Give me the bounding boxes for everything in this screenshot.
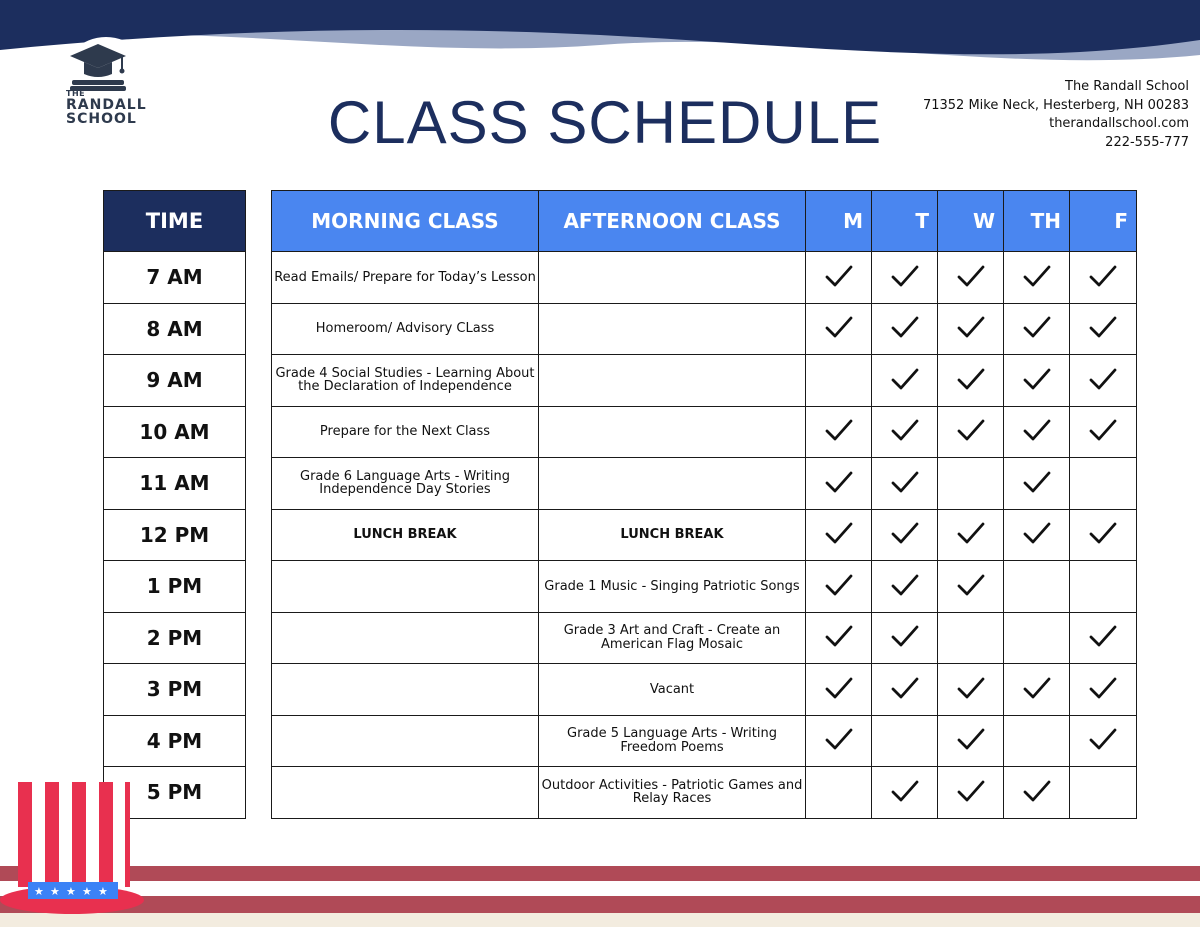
checkmark-icon [890, 792, 920, 807]
patriotic-hat-icon [0, 782, 150, 927]
checkmark-icon [890, 586, 920, 601]
time-header: TIME [104, 191, 246, 252]
checkmark-icon [890, 431, 920, 446]
schedule-row [272, 561, 1137, 613]
day-header-f: F [1070, 191, 1137, 252]
time-row [104, 458, 246, 510]
afternoon-class-cell [539, 303, 806, 355]
checkmark-icon [1022, 431, 1052, 446]
checkmark-icon [824, 483, 854, 498]
time-cell: 3 PM [104, 664, 246, 716]
day-cell-f [1070, 252, 1137, 304]
page-title: CLASS SCHEDULE [327, 89, 883, 156]
checkmark-icon [1088, 740, 1118, 755]
afternoon-class-cell [539, 355, 806, 407]
afternoon-class-cell: Grade 1 Music - Singing Patriotic Songs [539, 561, 806, 613]
afternoon-class-cell [539, 458, 806, 510]
day-cell-w [938, 561, 1004, 613]
checkmark-icon [1088, 277, 1118, 292]
day-cell-t [872, 561, 938, 613]
day-header-m: M [806, 191, 872, 252]
morning-class-cell: Read Emails/ Prepare for Today’s Lesson [272, 252, 539, 304]
day-cell-t [872, 509, 938, 561]
logo-line-1: RANDALL [66, 97, 147, 113]
day-cell-th [1004, 715, 1070, 767]
time-cell: 2 PM [104, 612, 246, 664]
day-cell-f [1070, 561, 1137, 613]
day-cell-f [1070, 715, 1137, 767]
day-cell-th [1004, 406, 1070, 458]
morning-class-cell [272, 767, 539, 819]
checkmark-icon [1022, 792, 1052, 807]
day-header-t: T [872, 191, 938, 252]
time-row [104, 509, 246, 561]
day-cell-f [1070, 664, 1137, 716]
day-cell-f [1070, 303, 1137, 355]
svg-text:★: ★ [98, 885, 108, 898]
time-cell: 8 AM [104, 303, 246, 355]
checkmark-icon [824, 740, 854, 755]
time-row [104, 715, 246, 767]
checkmark-icon [956, 431, 986, 446]
day-cell-t [872, 664, 938, 716]
day-cell-th [1004, 303, 1070, 355]
checkmark-icon [1022, 689, 1052, 704]
time-cell: 1 PM [104, 561, 246, 613]
schedule-row [272, 252, 1137, 304]
day-cell-th [1004, 458, 1070, 510]
checkmark-icon [890, 637, 920, 652]
contact-address: 71352 Mike Neck, Hesterberg, NH 00283 [922, 97, 1189, 113]
day-cell-f [1070, 612, 1137, 664]
flag-stripes [0, 866, 1200, 927]
day-cell-m [806, 355, 872, 407]
checkmark-icon [824, 689, 854, 704]
time-cell: 10 AM [104, 406, 246, 458]
day-cell-w [938, 612, 1004, 664]
day-cell-m [806, 612, 872, 664]
day-cell-w [938, 664, 1004, 716]
day-cell-w [938, 509, 1004, 561]
checkmark-icon [1088, 534, 1118, 549]
day-cell-t [872, 406, 938, 458]
day-cell-th [1004, 355, 1070, 407]
school-logo-icon [60, 28, 152, 148]
day-cell-m [806, 767, 872, 819]
time-cell: 11 AM [104, 458, 246, 510]
checkmark-icon [1088, 637, 1118, 652]
day-cell-m [806, 406, 872, 458]
contact-website[interactable]: therandallschool.com [1049, 116, 1189, 132]
day-cell-t [872, 355, 938, 407]
schedule-row [272, 664, 1137, 716]
checkmark-icon [1022, 534, 1052, 549]
day-header-w: W [938, 191, 1004, 252]
day-cell-m [806, 458, 872, 510]
schedule-row [272, 767, 1137, 819]
day-cell-t [872, 612, 938, 664]
checkmark-icon [824, 534, 854, 549]
time-cell: 5 PM [104, 767, 246, 819]
svg-text:★: ★ [34, 885, 44, 898]
day-cell-t [872, 458, 938, 510]
contact-phone: 222-555-777 [1105, 135, 1189, 151]
checkmark-icon [1022, 328, 1052, 343]
morning-class-cell: Grade 6 Language Arts - Writing Independence Day Stories [272, 458, 539, 510]
day-cell-m [806, 303, 872, 355]
day-cell-w [938, 355, 1004, 407]
day-cell-w [938, 303, 1004, 355]
morning-class-cell [272, 715, 539, 767]
day-cell-th [1004, 664, 1070, 716]
morning-class-cell: LUNCH BREAK [272, 509, 539, 561]
logo-the: THE [66, 89, 86, 98]
checkmark-icon [824, 586, 854, 601]
day-cell-t [872, 252, 938, 304]
checkmark-icon [1022, 380, 1052, 395]
time-row [104, 612, 246, 664]
morning-class-header: MORNING CLASS [272, 191, 539, 252]
day-cell-th [1004, 612, 1070, 664]
time-cell: 12 PM [104, 509, 246, 561]
day-cell-t [872, 767, 938, 819]
time-row [104, 561, 246, 613]
day-cell-f [1070, 509, 1137, 561]
checkmark-icon [1022, 277, 1052, 292]
schedule-row [272, 406, 1137, 458]
afternoon-class-cell: Vacant [539, 664, 806, 716]
checkmark-icon [956, 380, 986, 395]
checkmark-icon [824, 431, 854, 446]
day-cell-m [806, 561, 872, 613]
checkmark-icon [1088, 431, 1118, 446]
time-row [104, 303, 246, 355]
logo-line-2: SCHOOL [66, 111, 137, 127]
day-cell-w [938, 252, 1004, 304]
afternoon-class-cell: Grade 5 Language Arts - Writing Freedom Poems [539, 715, 806, 767]
checkmark-icon [890, 534, 920, 549]
checkmark-icon [824, 637, 854, 652]
afternoon-class-header: AFTERNOON CLASS [539, 191, 806, 252]
morning-class-cell: Homeroom/ Advisory CLass [272, 303, 539, 355]
svg-text:★: ★ [66, 885, 76, 898]
day-cell-m [806, 509, 872, 561]
checkmark-icon [956, 792, 986, 807]
checkmark-icon [956, 277, 986, 292]
checkmark-icon [890, 380, 920, 395]
svg-text:★: ★ [50, 885, 60, 898]
day-cell-th [1004, 509, 1070, 561]
contact-name: The Randall School [1065, 79, 1189, 94]
morning-class-cell [272, 612, 539, 664]
afternoon-class-cell [539, 252, 806, 304]
schedule-table [271, 190, 1137, 819]
checkmark-icon [1088, 380, 1118, 395]
time-row [104, 406, 246, 458]
time-row [104, 664, 246, 716]
checkmark-icon [1088, 689, 1118, 704]
day-cell-f [1070, 458, 1137, 510]
morning-class-cell: Grade 4 Social Studies - Learning About the Declaration of Independence [272, 355, 539, 407]
checkmark-icon [890, 277, 920, 292]
time-table [103, 190, 246, 819]
schedule-row [272, 715, 1137, 767]
day-cell-f [1070, 355, 1137, 407]
time-cell: 9 AM [104, 355, 246, 407]
checkmark-icon [956, 534, 986, 549]
day-cell-th [1004, 561, 1070, 613]
time-row [104, 355, 246, 407]
schedule-row [272, 303, 1137, 355]
checkmark-icon [890, 483, 920, 498]
checkmark-icon [824, 328, 854, 343]
afternoon-class-cell [539, 406, 806, 458]
day-cell-th [1004, 767, 1070, 819]
checkmark-icon [890, 689, 920, 704]
day-header-th: TH [1004, 191, 1070, 252]
svg-text:★: ★ [82, 885, 92, 898]
checkmark-icon [1088, 328, 1118, 343]
day-cell-th [1004, 252, 1070, 304]
checkmark-icon [890, 328, 920, 343]
afternoon-class-cell: Outdoor Activities - Patriotic Games and Relay Races [539, 767, 806, 819]
schedule-row [272, 355, 1137, 407]
day-cell-m [806, 715, 872, 767]
day-cell-w [938, 406, 1004, 458]
header-wave [0, 0, 1200, 80]
day-cell-w [938, 767, 1004, 819]
checkmark-icon [956, 740, 986, 755]
morning-class-cell: Prepare for the Next Class [272, 406, 539, 458]
time-cell: 4 PM [104, 715, 246, 767]
day-cell-f [1070, 767, 1137, 819]
day-cell-m [806, 664, 872, 716]
time-row [104, 252, 246, 304]
day-cell-m [806, 252, 872, 304]
morning-class-cell [272, 561, 539, 613]
checkmark-icon [956, 328, 986, 343]
afternoon-class-cell: LUNCH BREAK [539, 509, 806, 561]
day-cell-w [938, 715, 1004, 767]
day-cell-t [872, 303, 938, 355]
school-logo-text [66, 90, 147, 126]
checkmark-icon [824, 277, 854, 292]
day-cell-t [872, 715, 938, 767]
checkmark-icon [956, 689, 986, 704]
checkmark-icon [956, 586, 986, 601]
schedule-row [272, 612, 1137, 664]
morning-class-cell [272, 664, 539, 716]
day-cell-w [938, 458, 1004, 510]
time-cell: 7 AM [104, 252, 246, 304]
schedule-row [272, 509, 1137, 561]
day-cell-f [1070, 406, 1137, 458]
schedule-row [272, 458, 1137, 510]
checkmark-icon [1022, 483, 1052, 498]
contact-block [923, 78, 1189, 153]
afternoon-class-cell: Grade 3 Art and Craft - Create an American Flag Mosaic [539, 612, 806, 664]
